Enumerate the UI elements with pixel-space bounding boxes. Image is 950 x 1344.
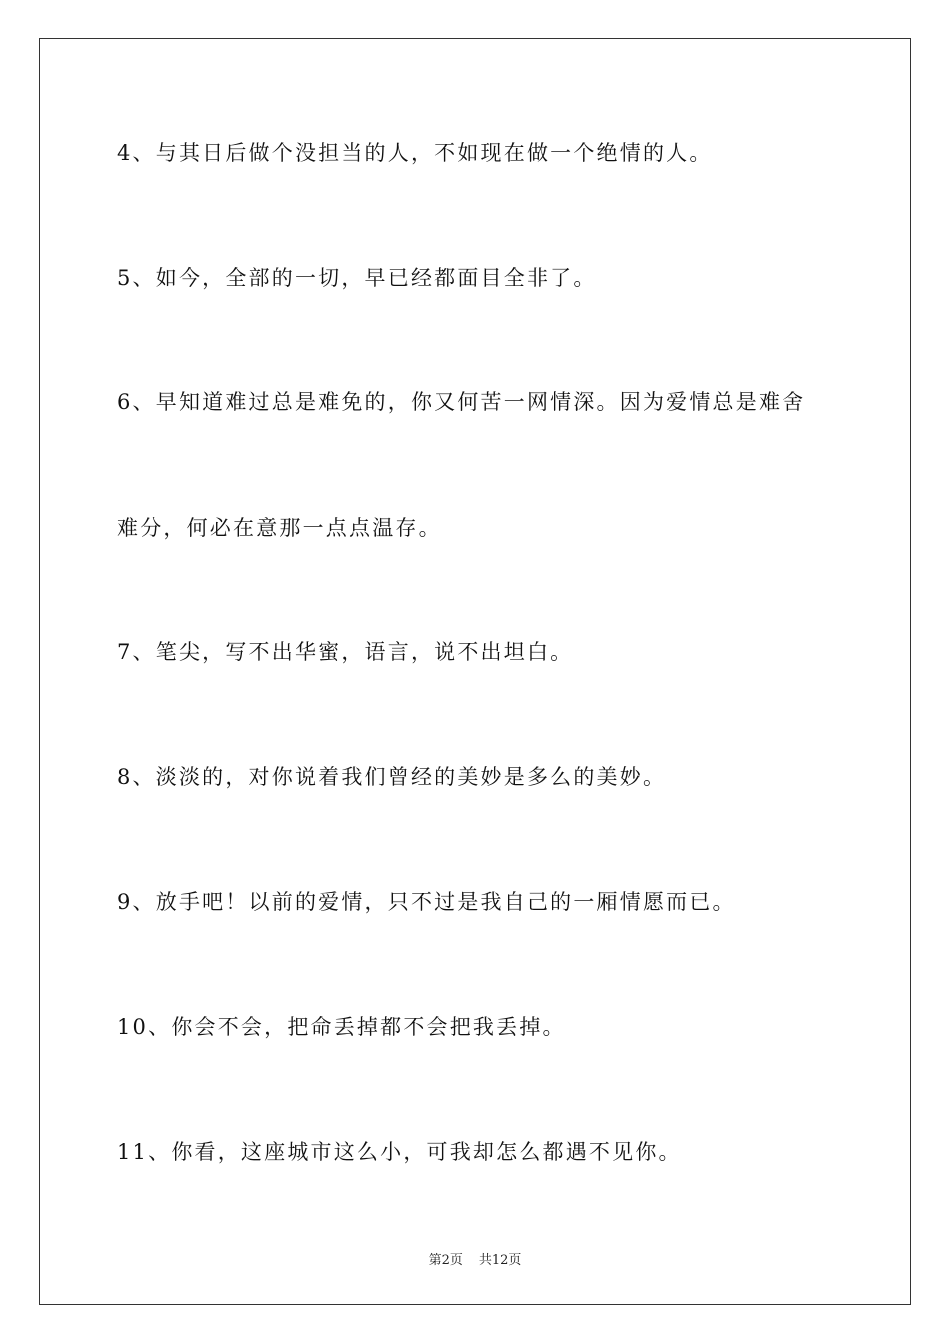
page-footer (40, 1249, 910, 1268)
text-line: 11、你看，这座城市这么小，可我却怎么都遇不见你。 (117, 1140, 682, 1164)
page-total: 共12页 (478, 1253, 522, 1268)
text-line: 8、淡淡的，对你说着我们曾经的美妙是多么的美妙。 (117, 765, 667, 789)
page-number: 第2页 (428, 1253, 463, 1268)
text-line: 6、早知道难过总是难免的，你又何苦一网情深。因为爱情总是难舍 (117, 390, 806, 414)
document-page (39, 38, 911, 1305)
text-line: 难分，何必在意那一点点温存。 (117, 516, 442, 540)
text-line: 7、笔尖，写不出华蜜，语言，说不出坦白。 (117, 640, 574, 664)
text-line: 9、放手吧！以前的爱情，只不过是我自己的一厢情愿而已。 (117, 890, 736, 914)
text-line: 4、与其日后做个没担当的人，不如现在做一个绝情的人。 (117, 141, 713, 165)
text-line: 5、如今，全部的一切，早已经都面目全非了。 (117, 266, 597, 290)
text-line: 10、你会不会，把命丢掉都不会把我丢掉。 (117, 1015, 566, 1039)
